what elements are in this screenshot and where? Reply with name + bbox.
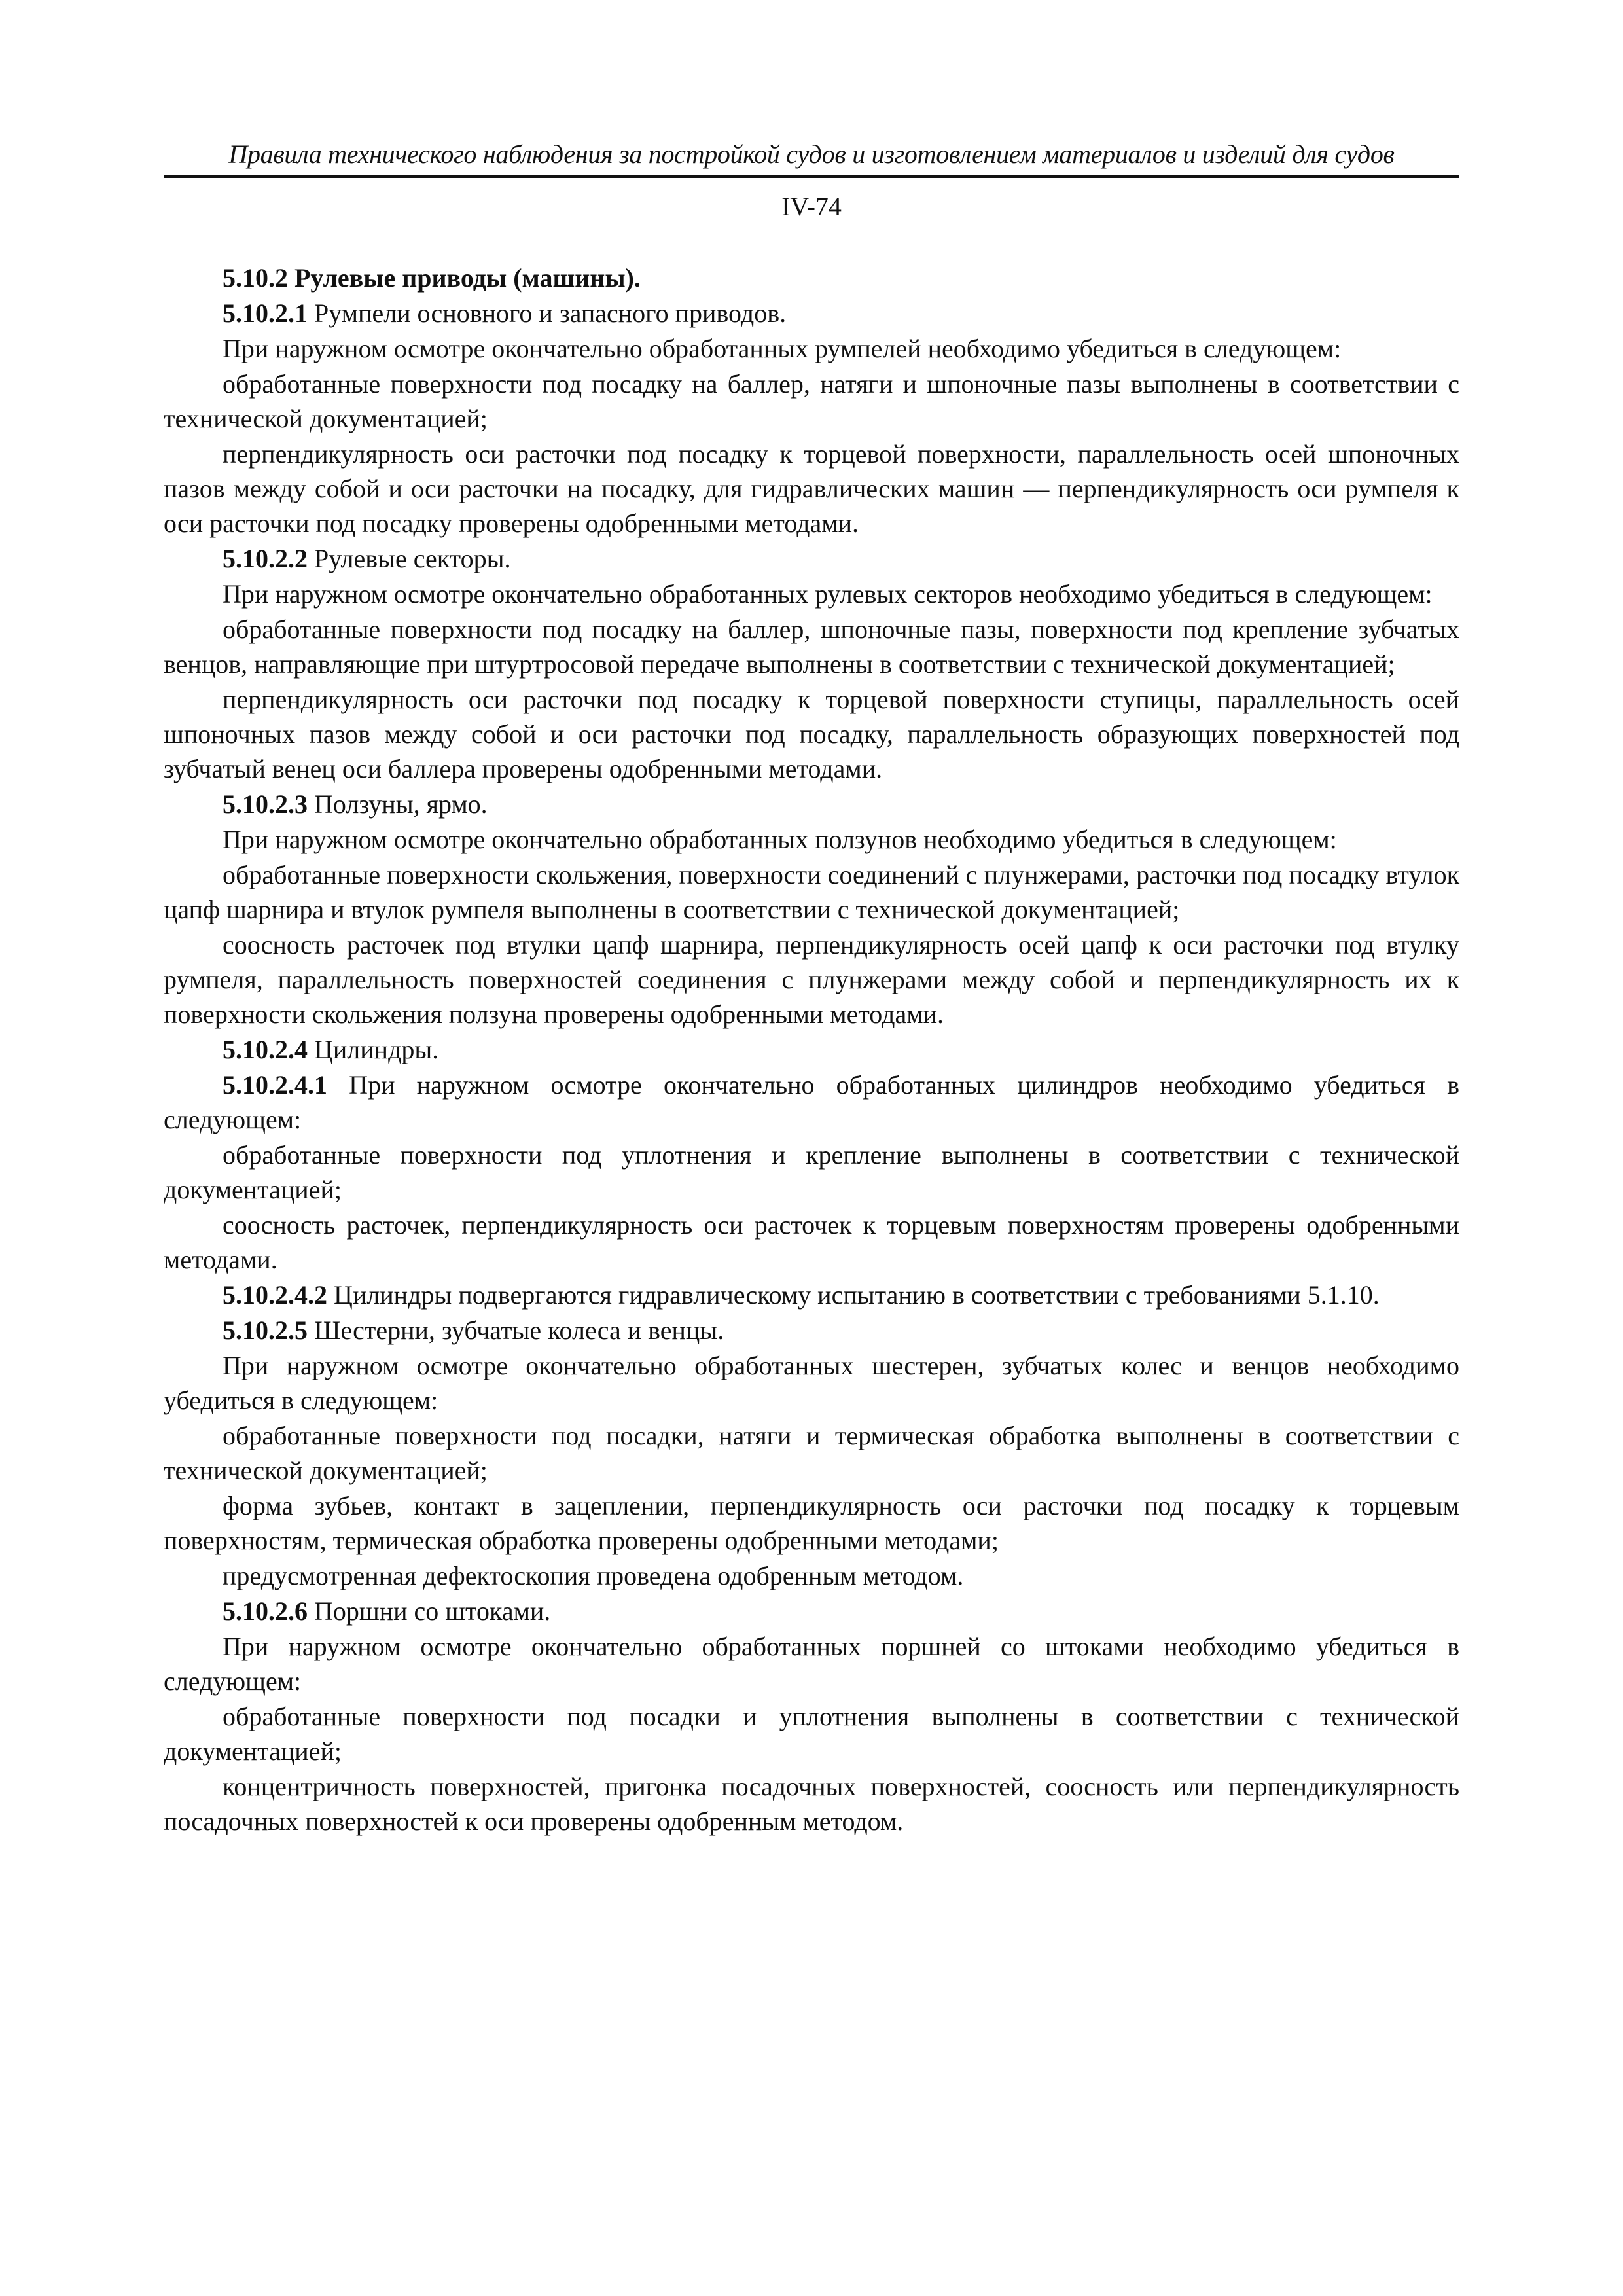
paragraph: [164, 1313, 1459, 1348]
paragraph-text: обработанные поверхности скольжения, поверхности соединений с плунжерами, расточки под посадку втулок цапф шарнира и втулок румпеля выполнены в соответствии с технической документацией;: [164, 860, 1459, 924]
paragraph-text: Ползуны, ярмо.: [308, 789, 488, 819]
section-number: 5.10.2.4.2: [223, 1280, 327, 1310]
paragraph: [164, 927, 1459, 1031]
paragraph-text: обработанные поверхности под посадку на баллер, шпоночные пазы, поверхности под крепление зубчатых венцов, направляющие при штуртросовой передаче выполнены в соответствии с технической документацией;: [164, 615, 1459, 679]
paragraph-text: Цилиндры подвергаются гидравлическому испытанию в соответствии с требованиями 5.1.10.: [327, 1280, 1380, 1310]
header-rule: [164, 175, 1459, 178]
paragraph: [164, 1208, 1459, 1277]
paragraph-text: обработанные поверхности под уплотнения и крепление выполнены в соответствии с технической документацией;: [164, 1140, 1459, 1204]
paragraph: [164, 682, 1459, 786]
paragraph: [164, 437, 1459, 541]
section-number: 5.10.2.2: [223, 544, 308, 573]
paragraph-text: При наружном осмотре окончательно обработанных ползунов необходимо убедиться в следующем:: [223, 825, 1337, 854]
paragraph: [164, 787, 1459, 821]
section-number: 5.10.2.4.1: [223, 1070, 327, 1100]
paragraph: [164, 1348, 1459, 1418]
paragraph: [164, 1418, 1459, 1488]
paragraph: [164, 822, 1459, 857]
paragraph-text: соосность расточек под втулки цапф шарнира, перпендикулярность осей цапф к оси расточки под втулку румпеля, параллельность поверхностей соединения с плунжерами между собой и перпендикулярность их к поверхности скольжения ползуна проверены одобренными методами.: [164, 930, 1459, 1029]
paragraph-text: При наружном осмотре окончательно обработанных румпелей необходимо убедиться в следующем:: [223, 334, 1342, 363]
paragraph: [164, 1032, 1459, 1067]
paragraph-text: При наружном осмотре окончательно обработанных шестерен, зубчатых колес и венцов необходимо убедиться в следующем:: [164, 1351, 1459, 1415]
page-number: IV-74: [781, 192, 842, 221]
section-number: 5.10.2.1: [223, 298, 308, 328]
paragraph: [164, 367, 1459, 436]
paragraph-text: форма зубьев, контакт в зацеплении, перпендикулярность оси расточки под посадку к торцевым поверхностям, термическая обработка проверены одобренными методами;: [164, 1491, 1459, 1555]
paragraph: [164, 1067, 1459, 1137]
paragraph-text: Рулевые секторы.: [308, 544, 511, 573]
document-body: [164, 260, 1459, 1839]
paragraph: [164, 1558, 1459, 1593]
paragraph-text: перпендикулярность оси расточки под посадку к торцевой поверхности ступицы, параллельность осей шпоночных пазов между собой и оси расточки под посадку, параллельность образующих поверхностей под зубчатый венец оси баллера проверены одобренными методами.: [164, 685, 1459, 783]
paragraph: [164, 331, 1459, 366]
paragraph-text: обработанные поверхности под посадки и уплотнения выполнены в соответствии с технической документацией;: [164, 1702, 1459, 1766]
section-number: 5.10.2 Рулевые приводы (машины).: [223, 263, 641, 293]
paragraph: [164, 1488, 1459, 1558]
paragraph-text: обработанные поверхности под посадку на баллер, натяги и шпоночные пазы выполнены в соответствии с технической документацией;: [164, 369, 1459, 433]
paragraph-text: обработанные поверхности под посадки, натяги и термическая обработка выполнены в соответствии с технической документацией;: [164, 1421, 1459, 1485]
running-header: Правила технического наблюдения за постройкой судов и изготовлением материалов и изделий для судов: [228, 139, 1395, 169]
section-number: 5.10.2.3: [223, 789, 308, 819]
section-number: 5.10.2.5: [223, 1316, 308, 1345]
paragraph: [164, 260, 1459, 295]
paragraph: [164, 857, 1459, 927]
paragraph-text: концентричность поверхностей, пригонка посадочных поверхностей, соосность или перпендикулярность посадочных поверхностей к оси проверены одобренным методом.: [164, 1772, 1459, 1836]
paragraph-text: Поршни со штоками.: [308, 1596, 551, 1626]
paragraph: [164, 577, 1459, 611]
paragraph: [164, 1278, 1459, 1312]
paragraph-text: перпендикулярность оси расточки под посадку к торцевой поверхности, параллельность осей шпоночных пазов между собой и оси расточки на посадку, для гидравлических машин — перпендикулярность оси румпеля к оси расточки под посадку проверены одобренными методами.: [164, 439, 1459, 538]
paragraph-text: Румпели основного и запасного приводов.: [308, 298, 787, 328]
paragraph: [164, 1594, 1459, 1628]
paragraph: [164, 1699, 1459, 1768]
paragraph: [164, 1138, 1459, 1207]
paragraph-text: соосность расточек, перпендикулярность оси расточек к торцевым поверхностям проверены одобренными методами.: [164, 1210, 1459, 1274]
paragraph-text: предусмотренная дефектоскопия проведена одобренным методом.: [223, 1561, 964, 1590]
paragraph: [164, 296, 1459, 331]
paragraph-text: При наружном осмотре окончательно обработанных поршней со штоками необходимо убедиться в следующем:: [164, 1632, 1459, 1696]
paragraph-text: При наружном осмотре окончательно обработанных рулевых секторов необходимо убедиться в следующем:: [223, 579, 1433, 609]
paragraph: [164, 1769, 1459, 1839]
section-number: 5.10.2.4: [223, 1035, 308, 1064]
paragraph: [164, 1629, 1459, 1698]
paragraph-text: Шестерни, зубчатые колеса и венцы.: [308, 1316, 724, 1345]
section-number: 5.10.2.6: [223, 1596, 308, 1626]
paragraph-text: При наружном осмотре окончательно обработанных цилиндров необходимо убедиться в следующем:: [164, 1070, 1459, 1134]
paragraph: [164, 541, 1459, 576]
paragraph: [164, 612, 1459, 681]
paragraph-text: Цилиндры.: [308, 1035, 439, 1064]
